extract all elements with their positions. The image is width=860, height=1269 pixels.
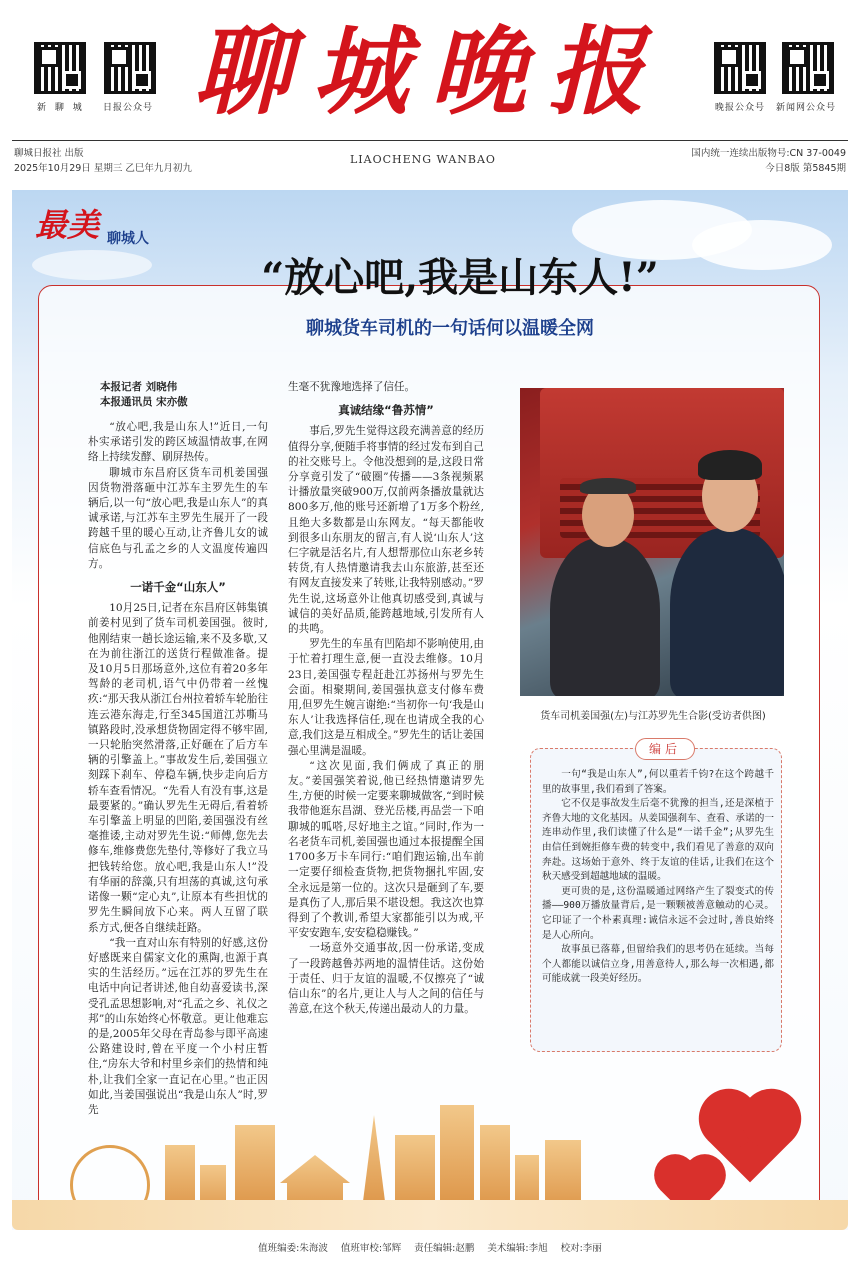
- paragraph: 罗先生的车虽有凹陷却不影响使用,由于忙着打理生意,便一直没去维修。10月23日,姜国强专程赶赴江苏扬州与罗先生会面。相聚期间,姜国强执意支付修车费用,但罗先生婉言谢绝:“当初你一句‘我是山东人’让我选择信任,现在也请成全我的心意,我们这是互相成全。”罗先生的话让姜国强心里满是温暖。: [288, 638, 484, 757]
- qr-label-wanbao: 晚报公众号: [715, 103, 766, 113]
- paragraph: “放心吧,我是山东人!”近日,一句朴实承诺引发的跨区域温情故事,在网络上持续发酵、刷屏热传。: [88, 421, 268, 464]
- paragraph: 10月25日,记者在东昌府区韩集镇前姜村见到了货车司机姜国强。彼时,他刚结束一趟长途运输,来不及多歇,又在为前往浙江的送货行程做准备。提及10月5日那场意外,这位有着20多年驾龄的老司机,语气中仍带着一丝愧疚:“那天我从浙江台州拉着轿车轮胎往连云港东海走,行至345国道江苏嘶马镇路段时,没承想货物固定得不够牢固,一只轮胎突然滑落,正好砸在了后方车辆的引擎盖上。”事故发生后,姜国强立刻踩下刹车、停稳车辆,快步走向后方轿车查看情况。“先看人有没有事,这是最要紧的。”确认罗先生无碍后,看着轿车引擎盖上明显的凹陷,姜国强没有丝毫推诿,主动对罗先生说:“师傅,您先去修车,维修费您先垫付,等修好了我立马把钱转给您。放心吧,我是山东人!”没有华丽的辞藻,只有坦荡的真诚,这句承诺像一颗“定心丸”,让原本有些担忧的罗先生瞬间放下心来。两人互留了联系方式,便各自继续赶路。: [88, 602, 268, 934]
- footer-credit: 美术编辑:李旭: [487, 1243, 548, 1254]
- footer-credit: 校对:李丽: [560, 1243, 602, 1254]
- byline-correspondent: 本报通讯员 宋亦傲: [100, 396, 188, 408]
- editor-paragraph: 它不仅是事故发生后毫不犹豫的担当,还是深植于齐鲁大地的文化基因。从姜国强刹车、查看、承诺的一连串动作里,我们读懂了什么是“一诺千金”;从罗先生由信任到婉拒修车费的转变中,我们看见了善意的双向奔赴。这场始于意外、终于友谊的佳话,让我们在这个秋天感受到超越地域的温暖。: [542, 798, 774, 883]
- header-divider: [12, 140, 848, 141]
- footer-credit: 值班审校:邹辉: [340, 1243, 402, 1254]
- issue-number: 今日8版 第5845期: [765, 163, 846, 174]
- headline: “放心吧,我是山东人!”: [261, 254, 659, 301]
- qr-label-ribao: 日报公众号: [103, 103, 154, 113]
- qr-label-xinwenwang: 新闻网公众号: [776, 103, 837, 113]
- pinyin-title: LIAOCHENG WANBAO: [350, 153, 496, 166]
- qr-label-xinliaocheng: 新 聊 城: [37, 103, 85, 113]
- footer-credit: 责任编辑:赵鹏: [414, 1243, 475, 1254]
- article-column-2: [288, 380, 484, 1017]
- editor-note-tag: 编后: [635, 738, 695, 760]
- publisher-line: 聊城日报社 出版: [14, 148, 84, 159]
- article-column-1: [88, 380, 268, 1118]
- editor-paragraph: 更可贵的是,这份温暖通过网络产生了裂变式的传播——900万播放量背后,是一颗颗被善意触动的心灵。它印证了一个朴素真理:诚信永远不会过时,善良始终是人心所向。: [542, 885, 774, 941]
- paragraph: 一场意外交通事故,因一份承诺,变成了一段跨越鲁苏两地的温情佳话。这份始于责任、归于友谊的温暖,不仅擦亮了“诚信山东”的名片,更让人与人之间的信任与善意,在这个秋天,传递出最动人的力量。: [288, 942, 484, 1016]
- byline: [88, 380, 268, 410]
- person-left-graphic: [550, 538, 660, 696]
- person-right-graphic: [670, 528, 784, 696]
- hair-left-graphic: [580, 478, 636, 494]
- column-badge-small: 聊城人: [107, 231, 149, 247]
- paragraph: 聊城市东昌府区货车司机姜国强因货物滑落砸中江苏车主罗先生的车辆后,以一句“放心吧,我是山东人”的真诚承诺,与江苏车主罗先生展开了一段跨越千里的暖心互动,让齐鲁儿女的诚信底色与孔孟之乡的人文温度传遍四方。: [88, 466, 268, 570]
- qr-code-ribao[interactable]: [104, 42, 156, 94]
- column-badge-big: 最美: [35, 206, 100, 244]
- photo-caption: 货车司机姜国强(左)与江苏罗先生合影(受访者供图): [540, 711, 766, 722]
- qr-code-wanbao[interactable]: [714, 42, 766, 94]
- byline-reporter: 本报记者 刘晓伟: [100, 381, 178, 393]
- masthead-title: 聊城晚报: [194, 15, 666, 128]
- footer-credits: [0, 1240, 860, 1254]
- paragraph-continued: 生毫不犹豫地选择了信任。: [288, 381, 416, 393]
- paragraph: “这次见面,我们俩成了真正的朋友。”姜国强笑着说,他已经热情邀请罗先生,方便的时候一定要来聊城做客,“到时候我带他逛东昌湖、登光岳楼,再品尝一下咱聊城的呱嗒,尽好地主之谊。”同时,作为一名老货车司机,姜国强也通过本报提醒全国1700多万卡车同行:“咱们跑运输,出车前一定要仔细检查货物,把货物捆扎牢固,安全永远是第一位的。这次只是砸到了车,要是真伤了人,那后果不堪设想。我这次也算得到了个教训,希望大家都能引以为戒,平平安安跑车,安安稳稳赚钱。”: [288, 759, 484, 940]
- qr-code-xinwenwang[interactable]: [782, 42, 834, 94]
- editor-paragraph: 故事虽已落幕,但留给我们的思考仍在延续。当每个人都能以诚信立身,用善意待人,那么每一次相遇,都可能成就一段美好经历。: [542, 944, 774, 985]
- cn-number: 国内统一连续出版物号:CN 37-0049: [691, 148, 846, 159]
- section-heading: 真诚结缘“鲁苏情”: [338, 403, 434, 418]
- section-heading: 一诺千金“山东人”: [130, 580, 226, 595]
- paragraph: “我一直对山东有特别的好感,这份好感既来自儒家文化的熏陶,也源于真实的生活经历。”远在江苏的罗先生在电话中向记者讲述,他自幼喜爱读书,深受孔孟思想影响,对“孔孟之乡、礼仪之邦”的山东始终心怀敬意。更让他难忘的是,2005年父母在青岛参与即平高速公路建设时,曾在平度一个小村庄暂住,“房东大爷和村里乡亲们的热情和纯朴,让我们全家一直记在心里。”也正因如此,当姜国强说出“我是山东人”时,罗先: [88, 936, 268, 1116]
- paragraph: 事后,罗先生觉得这段充满善意的经历值得分享,便随手将事情的经过发布到自己的社交账号上。令他没想到的是,这段日常分享竟引发了“破圈”传播——3条视频累计播放量突破900万,仅前两条播放量就达800多万,他的账号还新增了1万多个粉丝,且绝大多数都是山东网友。“每天都能收到很多山东朋友的留言,有人说‘山东人’这仨字就是活名片,有人想帮那位山东老乡转转货,有人热情邀请我去山东旅游,甚至还有网友直接发来了转账,让我特别感动。”罗先生说,这场意外让他真切感受到,真诚与诚信的美好品质,能跨越地域,引发所有人的共鸣。: [288, 425, 484, 636]
- hair-right-graphic: [698, 450, 762, 480]
- subheadline: 聊城货车司机的一句话何以温暖全网: [306, 318, 594, 339]
- bottom-ribbon: [12, 1200, 848, 1230]
- date-line: 2025年10月29日 星期三 乙巳年九月初九: [14, 163, 192, 174]
- article-photo: [520, 388, 784, 696]
- editor-paragraph: 一句“我是山东人”,何以重若千钧?在这个跨越千里的故事里,我们看到了答案。: [542, 769, 774, 795]
- column-badge: [35, 200, 175, 260]
- footer-credit: 值班编委:朱海波: [258, 1243, 328, 1254]
- editor-note-text: [542, 768, 774, 987]
- qr-code-xinliaocheng[interactable]: [34, 42, 86, 94]
